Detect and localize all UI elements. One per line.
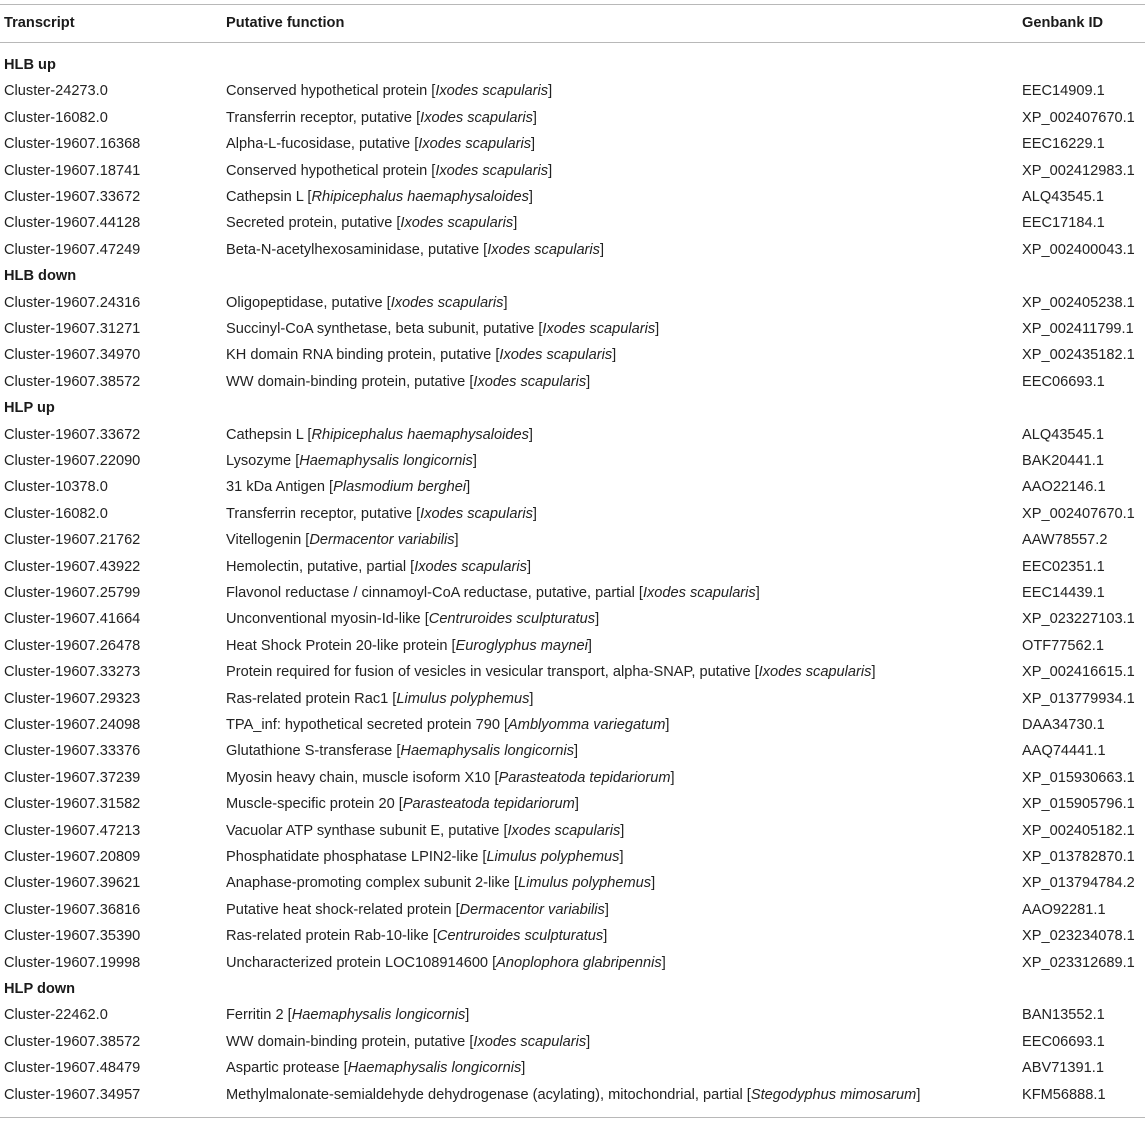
genbank-cell: BAN13552.1: [1022, 1007, 1105, 1024]
genbank-cell: EEC17184.1: [1022, 215, 1105, 232]
transcript-cell: Cluster-22462.0: [4, 1007, 108, 1024]
transcript-cell: Cluster-19607.36816: [4, 901, 141, 918]
table-row: [0, 923, 1145, 949]
function-text: Aspartic protease: [226, 1060, 340, 1077]
function-cell: Transferrin receptor, putative [Ixodes scapularis]: [226, 505, 537, 522]
table-row: [0, 738, 1145, 764]
function-cell: Oligopeptidase, putative [Ixodes scapularis]: [226, 294, 508, 311]
transcript-cell: Cluster-19607.38572: [4, 373, 141, 390]
function-cell: Unconventional myosin-Id-like [Centruroides sculpturatus]: [226, 611, 600, 628]
transcript-cell: Cluster-19607.34957: [4, 1086, 141, 1103]
table-row: [0, 184, 1145, 210]
function-text: Cathepsin L: [226, 189, 304, 205]
transcript-cell: Cluster-19607.21762: [4, 532, 141, 549]
function-text: Conserved hypothetical protein: [226, 83, 428, 100]
table-row: [0, 818, 1145, 844]
function-text: Muscle-specific protein 20: [226, 796, 395, 813]
genbank-cell: EEC06693.1: [1022, 1033, 1105, 1050]
table-row: [0, 501, 1145, 527]
table-row: [0, 844, 1145, 870]
function-cell: Heat Shock Protein 20-like protein [Euroglyphus maynei]: [226, 637, 592, 654]
species-name: Ixodes scapularis: [400, 215, 514, 232]
species-name: Ixodes scapularis: [473, 373, 587, 390]
function-cell: Glutathione S-transferase [Haemaphysalis longicornis]: [226, 743, 579, 760]
function-cell: Beta-N-acetylhexosaminidase, putative [Ixodes scapularis]: [226, 241, 605, 258]
section-label: HLB down: [4, 268, 77, 285]
transcript-cell: Cluster-19607.44128: [4, 215, 141, 232]
transcript-cell: Cluster-19607.35390: [4, 928, 141, 945]
table-header-rule: [0, 42, 1145, 43]
function-text: WW domain-binding protein, putative: [226, 373, 466, 390]
genbank-cell: XP_013779934.1: [1022, 690, 1135, 707]
section-header: [0, 52, 1145, 78]
species-name: Stegodyphus mimosarum: [750, 1086, 917, 1103]
transcript-cell: Cluster-19607.26478: [4, 637, 141, 654]
genbank-cell: ALQ43545.1: [1022, 189, 1104, 205]
function-text: Putative heat shock-related protein: [226, 901, 452, 918]
table-row: [0, 369, 1145, 395]
function-cell: Transferrin receptor, putative [Ixodes scapularis]: [226, 109, 537, 126]
function-text: Secreted protein, putative: [226, 215, 393, 232]
table-row: [0, 554, 1145, 580]
species-name: Haemaphysalis longicornis: [347, 1060, 522, 1077]
transcript-cell: Cluster-19607.47249: [4, 241, 141, 258]
section-label: HLP down: [4, 981, 76, 997]
species-name: Ixodes scapularis: [507, 822, 621, 839]
species-name: Parasteatoda tepidariorum: [498, 769, 671, 786]
species-name: Ixodes scapularis: [642, 585, 756, 601]
function-cell: WW domain-binding protein, putative [Ixodes scapularis]: [226, 373, 591, 390]
transcript-cell: Cluster-19607.39621: [4, 875, 141, 892]
table-row: [0, 580, 1145, 606]
function-text: Succinyl-CoA synthetase, beta subunit, putative: [226, 321, 535, 337]
header-genbank-id: Genbank ID: [1022, 15, 1104, 31]
function-text: Heat Shock Protein 20-like protein: [226, 637, 448, 654]
transcript-cell: Cluster-19607.24316: [4, 294, 141, 311]
species-name: Ixodes scapularis: [420, 505, 533, 522]
table-row: [0, 765, 1145, 791]
function-cell: Myosin heavy chain, muscle isoform X10 [Parasteatoda tepidariorum]: [226, 769, 675, 786]
section-label: HLB up: [4, 57, 56, 73]
function-text: KH domain RNA binding protein, putative: [226, 347, 492, 364]
species-name: Ixodes scapularis: [487, 241, 600, 258]
genbank-cell: XP_023227103.1: [1022, 611, 1135, 628]
function-text: Alpha-L-fucosidase, putative: [226, 136, 411, 153]
genbank-cell: ABV71391.1: [1022, 1060, 1104, 1077]
genbank-cell: XP_013794784.2: [1022, 875, 1135, 892]
function-cell: Protein required for fusion of vesicles in vesicular transport, alpha-SNAP, putative [Ixodes scapularis]: [226, 664, 876, 681]
genbank-cell: XP_002407670.1: [1022, 109, 1135, 126]
genbank-cell: EEC06693.1: [1022, 373, 1105, 390]
function-cell: Secreted protein, putative [Ixodes scapularis]: [226, 215, 518, 232]
transcript-cell: Cluster-19607.48479: [4, 1060, 141, 1077]
species-name: Ixodes scapularis: [499, 347, 613, 364]
function-cell: Methylmalonate-semialdehyde dehydrogenase (acylating), mitochondrial, partial [Stegodyphus mimosarum]: [226, 1086, 921, 1103]
table-row: [0, 659, 1145, 685]
species-name: Limulus polyphemus: [486, 849, 620, 865]
species-name: Ixodes scapularis: [420, 109, 533, 126]
genbank-cell: XP_023234078.1: [1022, 928, 1135, 945]
genbank-cell: XP_002400043.1: [1022, 241, 1135, 258]
table-row: [0, 1029, 1145, 1055]
table-row: [0, 78, 1145, 104]
function-text: Ferritin 2: [226, 1007, 284, 1024]
function-cell: Anaphase-promoting complex subunit 2-like [Limulus polyphemus]: [226, 875, 656, 892]
function-text: Vitellogenin: [226, 532, 302, 549]
table-row: [0, 1002, 1145, 1028]
transcript-cell: Cluster-19607.16368: [4, 136, 141, 153]
species-name: Ixodes scapularis: [418, 136, 532, 153]
function-cell: Ferritin 2 [Haemaphysalis longicornis]: [226, 1007, 470, 1024]
genbank-cell: AAW78557.2: [1022, 532, 1108, 549]
genbank-cell: XP_002411799.1: [1022, 321, 1134, 337]
genbank-cell: ALQ43545.1: [1022, 426, 1104, 443]
genbank-cell: XP_002435182.1: [1022, 347, 1135, 364]
species-name: Ixodes scapularis: [542, 321, 656, 337]
transcript-cell: Cluster-19607.41664: [4, 611, 141, 628]
species-name: Amblyomma variegatum: [508, 717, 666, 733]
function-cell: Succinyl-CoA synthetase, beta subunit, putative [Ixodes scapularis]: [226, 321, 660, 337]
function-text: Vacuolar ATP synthase subunit E, putative: [226, 822, 500, 839]
function-cell: Ras-related protein Rac1 [Limulus polyphemus]: [226, 690, 534, 707]
function-text: Flavonol reductase / cinnamoyl-CoA reductase, putative, partial: [226, 585, 635, 601]
function-text: Unconventional myosin-Id-like: [226, 611, 421, 628]
genbank-cell: EEC14439.1: [1022, 585, 1105, 601]
species-name: Anoplophora glabripennis: [496, 954, 662, 971]
table-row: [0, 870, 1145, 896]
function-cell: Phosphatidate phosphatase LPIN2-like [Limulus polyphemus]: [226, 849, 624, 865]
function-text: Uncharacterized protein LOC108914600: [226, 954, 489, 971]
genbank-cell: XP_023312689.1: [1022, 954, 1135, 971]
transcript-cell: Cluster-19607.19998: [4, 954, 141, 971]
genbank-cell: BAK20441.1: [1022, 453, 1104, 469]
table-row: [0, 791, 1145, 817]
table-row: [0, 712, 1145, 738]
table-row: [0, 897, 1145, 923]
species-name: Haemaphysalis longicornis: [299, 453, 473, 469]
table-row: [0, 237, 1145, 263]
function-cell: WW domain-binding protein, putative [Ixodes scapularis]: [226, 1033, 591, 1050]
genbank-cell: XP_002405238.1: [1022, 294, 1135, 311]
section-label: HLP up: [4, 400, 55, 417]
function-cell: Vitellogenin [Dermacentor variabilis]: [226, 532, 459, 549]
table-row: [0, 606, 1145, 632]
genbank-cell: OTF77562.1: [1022, 637, 1104, 654]
transcript-cell: Cluster-19607.37239: [4, 769, 141, 786]
table-row: [0, 342, 1145, 368]
genbank-cell: AAQ74441.1: [1022, 743, 1106, 760]
function-cell: Cathepsin L [Rhipicephalus haemaphysaloides]: [226, 189, 533, 205]
species-name: Limulus polyphemus: [518, 875, 652, 892]
genbank-cell: KFM56888.1: [1022, 1086, 1106, 1103]
table-header: [0, 8, 1145, 38]
species-name: Centruroides sculpturatus: [428, 611, 596, 628]
transcript-cell: Cluster-19607.34970: [4, 347, 141, 364]
section-header: [0, 976, 1145, 1002]
function-cell: 31 kDa Antigen [Plasmodium berghei]: [226, 479, 471, 496]
function-text: Ras-related protein Rac1: [226, 690, 389, 707]
genbank-cell: EEC16229.1: [1022, 136, 1105, 153]
function-text: Beta-N-acetylhexosaminidase, putative: [226, 241, 480, 258]
transcript-cell: Cluster-19607.47213: [4, 822, 141, 839]
genbank-cell: EEC02351.1: [1022, 558, 1105, 575]
table-row: [0, 316, 1145, 342]
transcript-cell: Cluster-24273.0: [4, 83, 108, 100]
transcript-cell: Cluster-10378.0: [4, 479, 108, 496]
function-cell: Cathepsin L [Rhipicephalus haemaphysaloides]: [226, 426, 533, 443]
function-cell: Putative heat shock-related protein [Dermacentor variabilis]: [226, 901, 609, 918]
species-name: Centruroides sculpturatus: [436, 928, 604, 945]
table-row: [0, 1055, 1145, 1081]
function-cell: Hemolectin, putative, partial [Ixodes scapularis]: [226, 558, 532, 575]
table-row: [0, 210, 1145, 236]
function-text: Conserved hypothetical protein: [226, 162, 428, 179]
function-text: Transferrin receptor, putative: [226, 109, 413, 126]
genbank-cell: XP_002416615.1: [1022, 664, 1135, 681]
genbank-cell: AAO22146.1: [1022, 479, 1106, 496]
transcript-cell: Cluster-19607.33273: [4, 664, 141, 681]
species-name: Plasmodium berghei: [333, 479, 467, 496]
section-header: [0, 263, 1145, 289]
function-text: Hemolectin, putative, partial: [226, 558, 407, 575]
function-cell: KH domain RNA binding protein, putative [Ixodes scapularis]: [226, 347, 617, 364]
genbank-cell: XP_015905796.1: [1022, 796, 1135, 813]
function-text: Glutathione S-transferase: [226, 743, 393, 760]
function-text: WW domain-binding protein, putative: [226, 1033, 466, 1050]
function-cell: Aspartic protease [Haemaphysalis longicornis]: [226, 1060, 526, 1077]
transcript-cell: Cluster-19607.22090: [4, 453, 141, 469]
transcript-cell: Cluster-19607.20809: [4, 849, 141, 865]
table-row: [0, 105, 1145, 131]
table-row: [0, 290, 1145, 316]
transcript-cell: Cluster-19607.31582: [4, 796, 141, 813]
function-cell: Conserved hypothetical protein [Ixodes scapularis]: [226, 83, 553, 100]
genbank-cell: XP_002405182.1: [1022, 822, 1135, 839]
species-name: Dermacentor variabilis: [309, 532, 455, 549]
function-text: Methylmalonate-semialdehyde dehydrogenase (acylating), mitochondrial, partial: [226, 1086, 743, 1103]
genbank-cell: XP_013782870.1: [1022, 849, 1135, 865]
species-name: Haemaphysalis longicornis: [291, 1007, 466, 1024]
function-text: 31 kDa Antigen: [226, 479, 325, 496]
table-row: [0, 950, 1145, 976]
function-text: Oligopeptidase, putative: [226, 294, 383, 311]
table-row: [0, 474, 1145, 500]
transcript-cell: Cluster-19607.38572: [4, 1033, 141, 1050]
transcript-cell: Cluster-16082.0: [4, 109, 108, 126]
header-putative-function: Putative function: [226, 15, 345, 31]
section-header: [0, 395, 1145, 421]
function-text: Phosphatidate phosphatase LPIN2-like: [226, 849, 479, 865]
function-text: Protein required for fusion of vesicles in vesicular transport, alpha-SNAP, putative: [226, 664, 751, 681]
function-text: Cathepsin L: [226, 426, 304, 443]
species-name: Euroglyphus maynei: [455, 637, 588, 654]
function-text: TPA_inf: hypothetical secreted protein 790: [226, 717, 500, 733]
table-row: [0, 1082, 1145, 1108]
transcript-cell: Cluster-19607.29323: [4, 690, 141, 707]
species-name: Ixodes scapularis: [473, 1033, 587, 1050]
function-cell: Alpha-L-fucosidase, putative [Ixodes scapularis]: [226, 136, 536, 153]
transcript-cell: Cluster-19607.24098: [4, 717, 141, 733]
genbank-cell: XP_002407670.1: [1022, 505, 1135, 522]
genbank-cell: XP_002412983.1: [1022, 162, 1135, 179]
function-text: Lysozyme: [226, 453, 292, 469]
function-cell: Vacuolar ATP synthase subunit E, putative [Ixodes scapularis]: [226, 822, 625, 839]
transcript-cell: Cluster-19607.33376: [4, 743, 141, 760]
function-text: Anaphase-promoting complex subunit 2-like: [226, 875, 510, 892]
function-text: Ras-related protein Rab-10-like: [226, 928, 429, 945]
table-row: [0, 686, 1145, 712]
transcript-cell: Cluster-19607.33672: [4, 426, 141, 443]
function-cell: Lysozyme [Haemaphysalis longicornis]: [226, 453, 477, 469]
genbank-cell: XP_015930663.1: [1022, 769, 1135, 786]
species-name: Haemaphysalis longicornis: [400, 743, 574, 760]
species-name: Dermacentor variabilis: [459, 901, 605, 918]
table-row: [0, 131, 1145, 157]
species-name: Limulus polyphemus: [396, 690, 530, 707]
transcript-cell: Cluster-16082.0: [4, 505, 108, 522]
table-row: [0, 158, 1145, 184]
table-row: [0, 448, 1145, 474]
transcript-cell: Cluster-19607.18741: [4, 162, 141, 179]
transcript-cell: Cluster-19607.31271: [4, 321, 141, 337]
function-cell: Muscle-specific protein 20 [Parasteatoda tepidariorum]: [226, 796, 579, 813]
transcript-cell: Cluster-19607.25799: [4, 585, 141, 601]
species-name: Rhipicephalus haemaphysaloides: [311, 189, 529, 205]
function-cell: Flavonol reductase / cinnamoyl-CoA reductase, putative, partial [Ixodes scapularis]: [226, 585, 760, 601]
species-name: Parasteatoda tepidariorum: [402, 796, 575, 813]
function-cell: Conserved hypothetical protein [Ixodes scapularis]: [226, 162, 553, 179]
genbank-cell: EEC14909.1: [1022, 83, 1105, 100]
table-top-rule: [0, 4, 1145, 5]
species-name: Ixodes scapularis: [414, 558, 527, 575]
species-name: Ixodes scapularis: [390, 294, 504, 311]
function-cell: Ras-related protein Rab-10-like [Centruroides sculpturatus]: [226, 928, 608, 945]
species-name: Ixodes scapularis: [758, 664, 872, 681]
species-name: Ixodes scapularis: [435, 83, 549, 100]
species-name: Rhipicephalus haemaphysaloides: [311, 426, 529, 443]
genbank-cell: DAA34730.1: [1022, 717, 1105, 733]
table-bottom-rule: [0, 1117, 1145, 1118]
transcript-cell: Cluster-19607.33672: [4, 189, 141, 205]
table-row: [0, 633, 1145, 659]
table-row: [0, 422, 1145, 448]
table-row: [0, 527, 1145, 553]
function-text: Myosin heavy chain, muscle isoform X10: [226, 769, 491, 786]
transcript-cell: Cluster-19607.43922: [4, 558, 141, 575]
function-text: Transferrin receptor, putative: [226, 505, 413, 522]
genbank-cell: AAO92281.1: [1022, 901, 1106, 918]
species-name: Ixodes scapularis: [435, 162, 549, 179]
function-cell: TPA_inf: hypothetical secreted protein 790 [Amblyomma variegatum]: [226, 717, 670, 733]
header-transcript: Transcript: [4, 15, 75, 31]
function-cell: Uncharacterized protein LOC108914600 [Anoplophora glabripennis]: [226, 954, 666, 971]
